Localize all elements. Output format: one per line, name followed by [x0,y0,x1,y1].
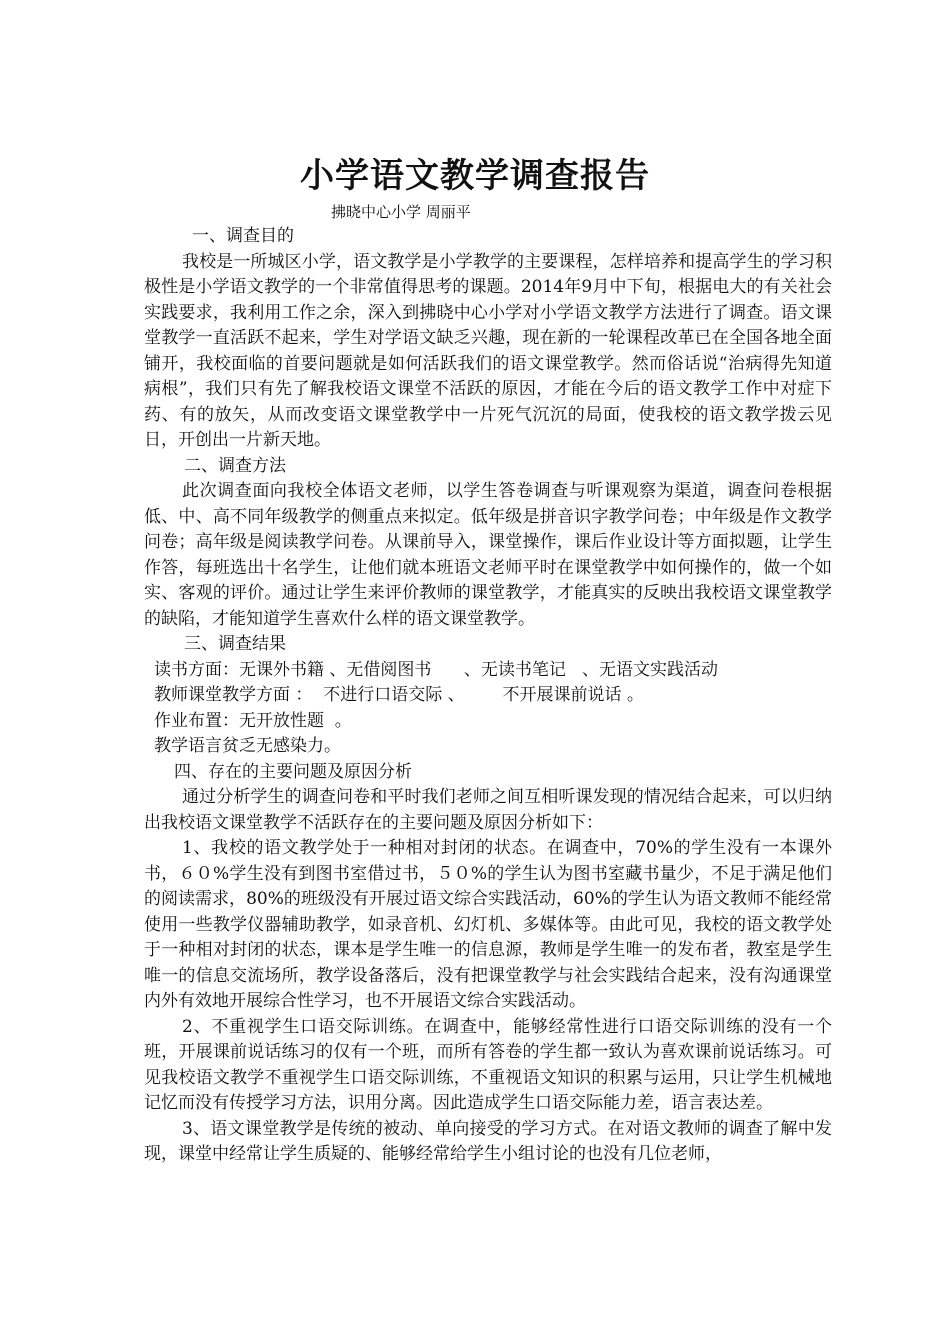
paragraph-problem-3: 3、语文课堂教学是传统的被动、单向接受的学习方式。在对语文教师的调查了解中发现，课堂中经常让学生质疑的、能够经常给学生小组讨论的也没有几位老师， [144,1118,832,1164]
result-language: 教学语言贫乏无感染力。 [154,736,341,756]
section-heading-problems: 四、存在的主要问题及原因分析 [174,761,412,782]
document-body [144,224,832,1168]
section-heading-purpose: 一、调查目的 [192,226,294,246]
paragraph-purpose: 我校是一所城区小学，语文教学是小学教学的主要课程，怎样培养和提高学生的学习积极性是小学语文教学的一个非常值得思考的课题。2014年9月中下旬，根据电大的有关社会实践要求，我利用工作之余，深入到拂晓中心小学对小学语文教学方法进行了调查。语文课堂教学一直活跃不起来，学生对学语文缺乏兴趣，现在新的一轮课程改革已在全国各地全面铺开，我校面临的首要问题就是如何活跃我们的语文课堂教学。然而俗话说“治病得先知道病根”，我们只有先了解我校语文课堂不活跃的原因，才能在今后的语文教学工作中对症下药、有的放矢，从而改变语文课堂教学中一片死气沉沉的局面，使我校的语文教学拨云见日，开创出一片新天地。 [144,251,832,450]
result-teaching: 教师课堂教学方面 ： 不进行口语交际 、 不开展课前说话 。 [154,685,644,705]
section-heading-method: 二、调查方法 [184,455,286,476]
paragraph-method: 此次调查面向我校全体语文老师，以学生答卷调查与听课观察为渠道，调查问卷根据低、中、高不同年级教学的侧重点来拟定。低年级是拼音识字教学问卷；中年级是作文教学问卷；高年级是阅读教学问卷。从课前导入，课堂操作，课后作业设计等方面拟题，让学生作答，每班选出十名学生，让他们就本班语文老师平时在课堂教学中如何操作的，做一个如实、客观的评价。通过让学生来评价教师的课堂教学，才能真实的反映出我校语文课堂教学的缺陷，才能知道学生喜欢什么样的语文课堂教学。 [144,481,832,629]
paragraph-problems-intro: 通过分析学生的调查问卷和平时我们老师之间互相听课发现的情况结合起来，可以归纳出我校语文课堂教学不活跃存在的主要问题及原因分析如下： [144,787,832,833]
document-title: 小学语文教学调查报告 [300,156,650,196]
paragraph-problem-1: 1、我校的语文教学处于一种相对封闭的状态。在调查中，70%的学生没有一本课外书，６０%学生没有到图书室借过书，５０%的学生认为图书室藏书量少，不足于满足他们的阅读需求，80%的班级没有开展过语文综合实践活动，60%的学生认为语文教师不能经常使用一些教学仪器辅助教学，如录音机、幻灯机、多媒体等。由此可见，我校的语文教学处于一种相对封闭的状态，课本是学生唯一的信息源，教师是学生唯一的发布者，教室是学生唯一的信息交流场所，教学设备落后，没有把课堂教学与社会实践结合起来，没有沟通课堂内外有效地开展综合性学习，也不开展语文综合实践活动。 [144,838,832,1011]
result-reading: 读书方面：无课外书籍 、无借阅图书 、无读书笔记 、无语文实践活动 [154,659,719,680]
paragraph-problem-2: 2、不重视学生口语交际训练。在调查中，能够经常性进行口语交际训练的没有一个班，开展课前说话练习的仅有一个班，而所有答卷的学生都一致认为喜欢课前说话练习。可见我校语文教学不重视学生口语交际训练，不重视语文知识的积累与运用，只让学生机械地记忆而没有传授学习方法，识用分离。因此造成学生口语交际能力差，语言表达差。 [144,1016,832,1113]
result-homework: 作业布置：无开放性题 。 [154,710,352,731]
author-line: 拂晓中心小学 周丽平 [331,203,471,221]
section-heading-results: 三、调查结果 [184,634,286,654]
